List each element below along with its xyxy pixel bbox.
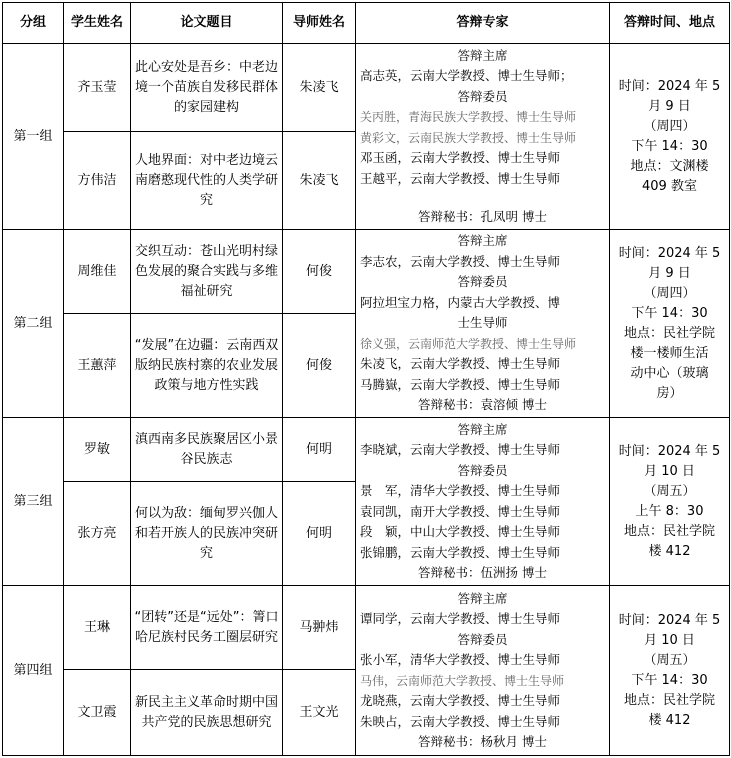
header-time-place: 答辩时间、地点 (610, 3, 730, 44)
advisor-name: 马翀炜 (283, 586, 356, 670)
time-line: 时间：2024 年 5 (618, 443, 721, 459)
chair-name: 李志农，云南大学教授、博士生导师 (360, 253, 561, 269)
advisor-name: 王文光 (283, 670, 356, 756)
time-line: 地点：民社学院 (623, 692, 715, 708)
member: 袁同凯，南开大学教授、博士生导师 (360, 503, 561, 519)
member: 士生导师 (457, 315, 508, 331)
advisor-name: 朱凌飞 (283, 132, 356, 230)
member: 张小军，清华大学教授、博士生导师 (360, 652, 561, 667)
time-line: 409 教室 (642, 178, 697, 194)
time-place (610, 586, 730, 756)
member: 朱映占，云南大学教授、博士生导师 (360, 713, 561, 729)
time-line: 地点：文渊楼 (630, 158, 709, 174)
header-advisor: 导师姓名 (283, 3, 356, 44)
advisor-name: 何明 (283, 418, 356, 482)
thesis-topic: 此心安处是吾乡：中老边境一个苗族自发移民群体的家园建构 (131, 44, 283, 132)
student-name: 文卫霞 (64, 670, 131, 756)
time-line: 地点：民社学院 (623, 523, 715, 539)
member: 邓玉函，云南大学教授、博士生导师 (360, 150, 561, 165)
time-line: 月 10 日 (644, 632, 695, 648)
member: 关丙胜，青海民族大学教授、博士生导师 (360, 110, 577, 124)
table-row (3, 418, 730, 482)
student-name: 王蕙萍 (64, 314, 131, 418)
member: 朱凌飞，云南大学教授、博士生导师 (360, 356, 561, 372)
members-label: 答辩委员 (457, 274, 508, 290)
time-line: 下午 14：30 (631, 672, 708, 688)
expert-panel (356, 230, 610, 418)
chair-label: 答辩主席 (457, 590, 508, 606)
expert-panel (356, 586, 610, 756)
time-line: 楼一楼师生活 (630, 345, 709, 361)
time-place (610, 418, 730, 586)
header-student: 学生姓名 (64, 3, 131, 44)
student-name: 罗敏 (64, 418, 131, 482)
thesis-topic: 交织互动：苍山光明村绿色发展的聚合实践与多维福祉研究 (131, 230, 283, 314)
thesis-topic: 滇西南多民族聚居区小景谷民族志 (131, 418, 283, 482)
thesis-topic: “发展”在边疆：云南西双版纳民族村寨的农业发展政策与地方性实践 (131, 314, 283, 418)
chair-name: 谭同学，云南大学教授、博士生导师 (360, 611, 561, 626)
time-line: 月 9 日 (648, 265, 691, 281)
header-group: 分组 (3, 3, 64, 44)
header-topic: 论文题目 (131, 3, 283, 44)
chair-label: 答辩主席 (457, 233, 508, 249)
time-line: 月 9 日 (648, 98, 691, 114)
time-place (610, 44, 730, 230)
expert-panel (356, 418, 610, 586)
chair-label: 答辩主席 (457, 47, 508, 63)
secretary: 答辩秘书：袁溶倾 博士 (418, 397, 547, 413)
members-label: 答辩委员 (457, 631, 508, 647)
group-name: 第二组 (3, 230, 64, 418)
advisor-name: 何明 (283, 482, 356, 586)
time-line: 地点：民社学院 (623, 325, 715, 341)
time-line: 时间：2024 年 5 (618, 245, 721, 261)
group-name: 第三组 (3, 418, 64, 586)
student-name: 王琳 (64, 586, 131, 670)
time-line: 时间：2024 年 5 (618, 612, 721, 628)
member: 马伟，云南师范大学教授、博士生导师 (360, 673, 565, 688)
student-name: 齐玉莹 (64, 44, 131, 132)
thesis-topic: 新民主主义革命时期中国共产党的民族思想研究 (131, 670, 283, 756)
group-name: 第四组 (3, 586, 64, 756)
member: 阿拉坦宝力格，内蒙古大学教授、博 (360, 294, 561, 310)
advisor-name: 何俊 (283, 314, 356, 418)
time-line: 楼 412 (648, 712, 691, 728)
time-line: 房） (656, 385, 683, 401)
table-row (3, 230, 730, 314)
header-row (3, 3, 730, 44)
table-row (3, 44, 730, 132)
member: 段 颖，中山大学教授、博士生导师 (360, 524, 561, 539)
student-name: 方伟洁 (64, 132, 131, 230)
chair-label: 答辩主席 (457, 421, 508, 437)
time-line: 上午 8：30 (635, 503, 704, 519)
student-name: 周维佳 (64, 230, 131, 314)
secretary: 答辩秘书：杨秋月 博士 (418, 734, 547, 749)
time-line: （周五） (643, 483, 696, 499)
time-line: 月 10 日 (644, 463, 695, 479)
time-line: 下午 14：30 (631, 305, 708, 321)
time-line: （周四） (643, 285, 696, 301)
advisor-name: 朱凌飞 (283, 44, 356, 132)
time-line: 楼 412 (648, 543, 691, 559)
time-line: 下午 14：30 (631, 138, 708, 154)
time-line: （周四） (643, 118, 696, 134)
member: 龙晓燕，云南大学教授、博士生导师 (360, 693, 561, 708)
members-label: 答辩委员 (457, 462, 508, 478)
table-row (3, 586, 730, 670)
defense-schedule-table (2, 2, 730, 756)
thesis-topic: 何以为敌：缅甸罗兴伽人和若开族人的民族冲突研究 (131, 482, 283, 586)
thesis-topic: 人地界面：对中老边境云南磨憨现代性的人类学研究 (131, 132, 283, 230)
time-line: （周五） (643, 652, 696, 668)
chair-name: 高志英，云南大学教授、博士生导师； (360, 68, 573, 83)
time-line: 动中心（玻璃 (630, 365, 709, 381)
member: 马腾嶽，云南大学教授、博士生导师 (360, 376, 561, 392)
member: 张锦鹏，云南大学教授、博士生导师 (360, 544, 561, 560)
member: 王越平，云南大学教授、博士生导师 (360, 170, 561, 186)
chair-name: 李晓斌，云南大学教授、博士生导师 (360, 442, 561, 457)
secretary: 答辩秘书：伍洲扬 博士 (418, 565, 547, 580)
member: 黄彩文，云南民族大学教授、博士生导师 (360, 130, 577, 145)
thesis-topic: “团转”还是“远处”：箐口哈尼族村民务工圈层研究 (131, 586, 283, 670)
time-place (610, 230, 730, 418)
advisor-name: 何俊 (283, 230, 356, 314)
members-label: 答辩委员 (457, 88, 508, 104)
member: 景 军，清华大学教授、博士生导师 (360, 483, 561, 498)
time-line: 时间：2024 年 5 (618, 78, 721, 94)
group-name: 第一组 (3, 44, 64, 230)
student-name: 张方亮 (64, 482, 131, 586)
secretary: 答辩秘书：孔凤明 博士 (418, 209, 547, 224)
member: 徐义强，云南师范大学教授、博士生导师 (360, 336, 577, 351)
header-experts: 答辩专家 (356, 3, 610, 44)
expert-panel (356, 44, 610, 230)
